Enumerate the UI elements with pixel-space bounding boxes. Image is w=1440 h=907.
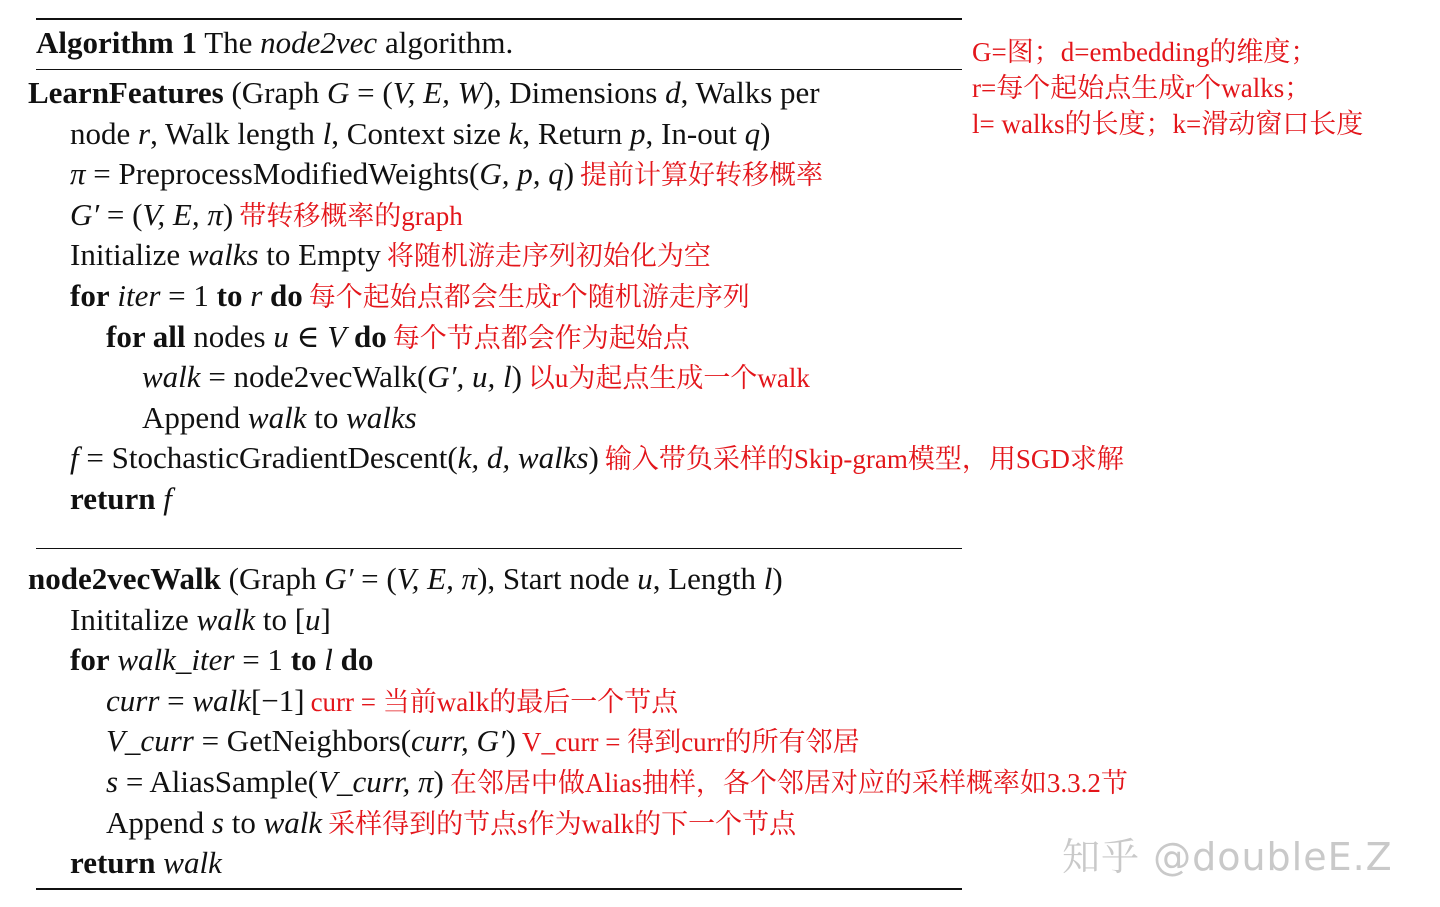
code-token: = (159, 682, 193, 718)
code-token: ) (511, 359, 522, 395)
code-token: do (270, 278, 303, 313)
code-token: return (70, 845, 156, 881)
code-token: V, E, π (396, 561, 478, 596)
side-note: l= walks的长度；k=滑动窗口长度 (972, 109, 1364, 139)
bottom-rule (36, 888, 962, 890)
code-token: algorithm. (377, 25, 514, 60)
code-token: , Context size (331, 115, 509, 151)
algorithm-line (70, 479, 172, 519)
code-token: V_curr, π (318, 764, 434, 799)
code-token: ) (433, 764, 444, 799)
code-token: V, E, π (142, 196, 223, 232)
annotation: curr = 当前walk的最后一个节点 (310, 686, 679, 717)
code-token: do (340, 642, 374, 678)
code-token: = GetNeighbors( (193, 723, 412, 759)
algorithm-line (142, 357, 810, 398)
code-token: π (70, 156, 86, 192)
code-token: = StochasticGradientDescent( (78, 440, 458, 476)
code-token: G′ (70, 196, 100, 232)
annotation: 将随机游走序列初始化为空 (386, 241, 711, 272)
algorithm-line (70, 843, 222, 883)
code-token: walk (196, 601, 256, 637)
caption-rule (36, 69, 962, 70)
algorithm-line (106, 721, 860, 762)
annotation: 每个节点都会作为起始点 (392, 322, 690, 353)
code-token: node2vec (260, 25, 378, 60)
algorithm-line (70, 114, 770, 154)
code-token: , Return (522, 115, 631, 151)
code-token: ) (760, 115, 771, 151)
watermark: 知乎 @doubleE.Z (1062, 835, 1393, 879)
code-token: Initialize (70, 237, 188, 273)
code-token: ) (772, 561, 783, 596)
code-token: s (106, 764, 119, 799)
code-token: walk (155, 845, 222, 881)
code-token: = AliasSample( (118, 764, 319, 799)
code-token: Inititalize (70, 601, 197, 637)
code-token: to (306, 399, 347, 435)
code-token: r (138, 115, 151, 151)
code-token: to Empty (258, 237, 381, 273)
code-token: u (273, 318, 289, 354)
code-token: V_curr (106, 723, 194, 759)
side-note: r=每个起始点生成r个walks； (972, 73, 1312, 103)
code-token: for (70, 642, 110, 678)
code-token: u (637, 561, 653, 596)
annotation: V_curr = 得到curr的所有邻居 (522, 727, 860, 758)
code-token: to (290, 642, 317, 678)
code-token: Append (106, 804, 212, 840)
algorithm-line (106, 803, 796, 844)
code-token: , Walk length (150, 115, 323, 151)
code-token: = PreprocessModifiedWeights( (85, 156, 480, 192)
code-token: for (70, 278, 110, 313)
top-rule (36, 18, 962, 20)
code-token: curr, G′ (411, 723, 506, 759)
code-token: p (630, 115, 646, 151)
code-token: LearnFeatures (28, 75, 224, 110)
code-token: The (197, 25, 261, 60)
code-token: ) (563, 156, 575, 192)
code-token: k, d, walks (457, 440, 589, 476)
code-token: f (155, 481, 172, 516)
code-token: [−1] (250, 682, 305, 718)
code-token: = 1 (160, 278, 217, 313)
code-token: l (316, 642, 341, 678)
algorithm-line (70, 235, 711, 276)
code-token: Append (142, 399, 248, 435)
code-token: node (70, 115, 139, 151)
algorithm-line (106, 317, 690, 358)
code-token: return (70, 481, 156, 516)
algorithm-line (106, 681, 678, 722)
code-token: ) (588, 440, 599, 476)
variable-notes (972, 34, 1363, 142)
middle-rule (36, 548, 962, 549)
code-token: G′ (324, 561, 354, 596)
code-token: nodes (185, 318, 274, 354)
code-token: to (223, 804, 264, 840)
algorithm-line (70, 438, 1124, 479)
code-token: V, E, W (392, 75, 484, 110)
code-token: walk_iter (109, 642, 235, 678)
algorithm-line (106, 762, 1128, 803)
code-token: curr (106, 682, 160, 718)
code-token: l (763, 561, 773, 596)
code-token: node2vecWalk (28, 561, 221, 596)
code-token: G (327, 75, 350, 110)
code-token: = ( (349, 75, 393, 110)
annotation: 在邻居中做Alias抽样，各个邻居对应的采样概率如3.3.2节 (449, 768, 1128, 798)
code-token: to (216, 278, 243, 313)
annotation: 输入带负采样的Skip-gram模型，用SGD求解 (604, 444, 1124, 475)
annotation: 每个起始点都会生成r个随机游走序列 (308, 282, 750, 312)
annotation: 以u为起点生成一个walk (527, 363, 810, 394)
code-token: walks (187, 237, 259, 273)
code-token: iter (109, 278, 161, 313)
code-token: f (70, 440, 79, 476)
code-token: = node2vecWalk( (200, 359, 428, 395)
code-token: walk (247, 399, 307, 435)
annotation: 带转移概率的graph (239, 200, 463, 231)
code-token: (Graph (223, 75, 328, 110)
code-token: q (744, 115, 761, 151)
code-token: , Walks per (680, 75, 820, 110)
code-token: G, p, q (479, 156, 564, 192)
code-token: s (211, 804, 224, 840)
code-token: l (322, 115, 332, 151)
annotation: 提前计算好转移概率 (580, 160, 824, 191)
algorithm-line (70, 640, 373, 680)
code-token: Algorithm 1 (36, 25, 198, 60)
code-token: ), Start node (477, 561, 638, 596)
code-token: walk (192, 682, 251, 718)
code-token: = ( (353, 561, 397, 596)
code-token: = 1 (234, 642, 291, 678)
code-token: ) (222, 196, 234, 232)
code-token: k (508, 115, 523, 151)
code-token: walk (142, 359, 201, 395)
code-token: V (327, 318, 347, 354)
code-token: walks (346, 399, 417, 435)
algorithm-line (28, 73, 820, 113)
algorithm-line (28, 559, 783, 599)
code-token: , Length (652, 561, 764, 596)
algorithm-line (70, 195, 463, 236)
code-token: d (665, 75, 681, 110)
code-token: , In-out (645, 115, 745, 151)
code-token: to [ (255, 601, 306, 637)
code-token: ∈ (288, 318, 328, 354)
code-token: G′, u, l (427, 359, 512, 395)
code-token: for all (106, 318, 186, 354)
algorithm-line (70, 154, 823, 195)
side-note: G=图；d=embedding的维度； (972, 37, 1318, 67)
algorithm-line (70, 276, 750, 317)
algorithm-line (142, 398, 417, 438)
code-token: do (346, 318, 387, 354)
annotation: 采样得到的节点s作为walk的下一个节点 (328, 808, 797, 839)
code-token: (Graph (220, 561, 325, 596)
code-token: u (305, 601, 321, 637)
code-token: = ( (99, 196, 143, 232)
algorithm-line (70, 600, 331, 640)
code-token: ), Dimensions (483, 75, 666, 110)
algorithm-caption (36, 23, 513, 63)
code-token: walk (263, 804, 323, 840)
code-token: r (242, 278, 271, 313)
code-token: ] (320, 601, 331, 637)
code-token: ) (505, 723, 516, 759)
